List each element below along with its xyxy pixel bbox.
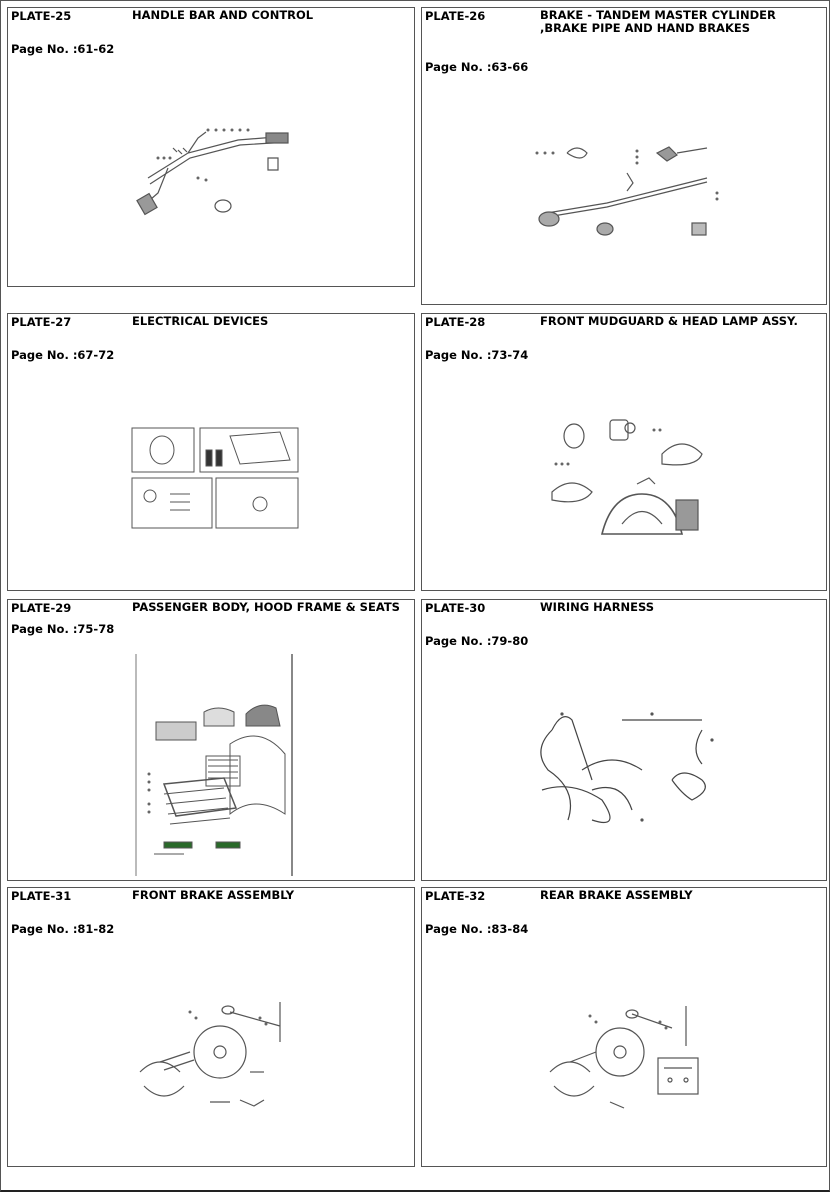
wiring-harness-diagram — [522, 700, 722, 830]
plate-card-25[interactable] — [7, 7, 415, 287]
plate-card-32[interactable] — [421, 887, 827, 1167]
plate-number: PLATE-27 — [11, 315, 72, 329]
front-brake-diagram — [130, 992, 305, 1117]
plate-number: PLATE-31 — [11, 889, 72, 903]
plate-title: BRAKE - TANDEM MASTER CYLINDER ,BRAKE PIPE AND HAND BRAKES — [540, 8, 776, 35]
plate-title: REAR BRAKE ASSEMBLY — [540, 888, 693, 902]
plate-number: PLATE-29 — [11, 601, 72, 615]
page-range: Page No. :61-62 — [11, 42, 115, 56]
electrical-devices-diagram — [130, 424, 302, 532]
page-range: Page No. :75-78 — [11, 622, 115, 636]
mudguard-headlamp-diagram — [542, 414, 717, 542]
brake-pipe-diagram — [527, 133, 727, 248]
plate-title: FRONT BRAKE ASSEMBLY — [132, 888, 295, 902]
passenger-body-diagram — [134, 654, 296, 876]
plate-number: PLATE-30 — [425, 601, 486, 615]
page-range: Page No. :63-66 — [425, 60, 529, 74]
handle-bar-diagram — [128, 118, 298, 218]
plate-number: PLATE-28 — [425, 315, 486, 329]
plate-number: PLATE-32 — [425, 889, 486, 903]
plate-title: PASSENGER BODY, HOOD FRAME & SEATS — [132, 600, 400, 614]
plate-number: PLATE-25 — [11, 9, 72, 23]
plate-title: ELECTRICAL DEVICES — [132, 314, 269, 328]
plate-title: HANDLE BAR AND CONTROL — [132, 8, 314, 22]
plate-card-26[interactable] — [421, 7, 827, 305]
page-range: Page No. :79-80 — [425, 634, 529, 648]
plate-number: PLATE-26 — [425, 9, 486, 23]
plate-card-27[interactable] — [7, 313, 415, 591]
plate-card-29[interactable] — [7, 599, 415, 881]
page-range: Page No. :73-74 — [425, 348, 529, 362]
plate-title: WIRING HARNESS — [540, 600, 655, 614]
plate-card-30[interactable] — [421, 599, 827, 881]
page-range: Page No. :81-82 — [11, 922, 115, 936]
rear-brake-diagram — [540, 992, 715, 1117]
plate-card-31[interactable] — [7, 887, 415, 1167]
plate-card-28[interactable] — [421, 313, 827, 591]
plate-title: FRONT MUDGUARD & HEAD LAMP ASSY. — [540, 314, 798, 328]
page-range: Page No. :83-84 — [425, 922, 529, 936]
page-range: Page No. :67-72 — [11, 348, 115, 362]
